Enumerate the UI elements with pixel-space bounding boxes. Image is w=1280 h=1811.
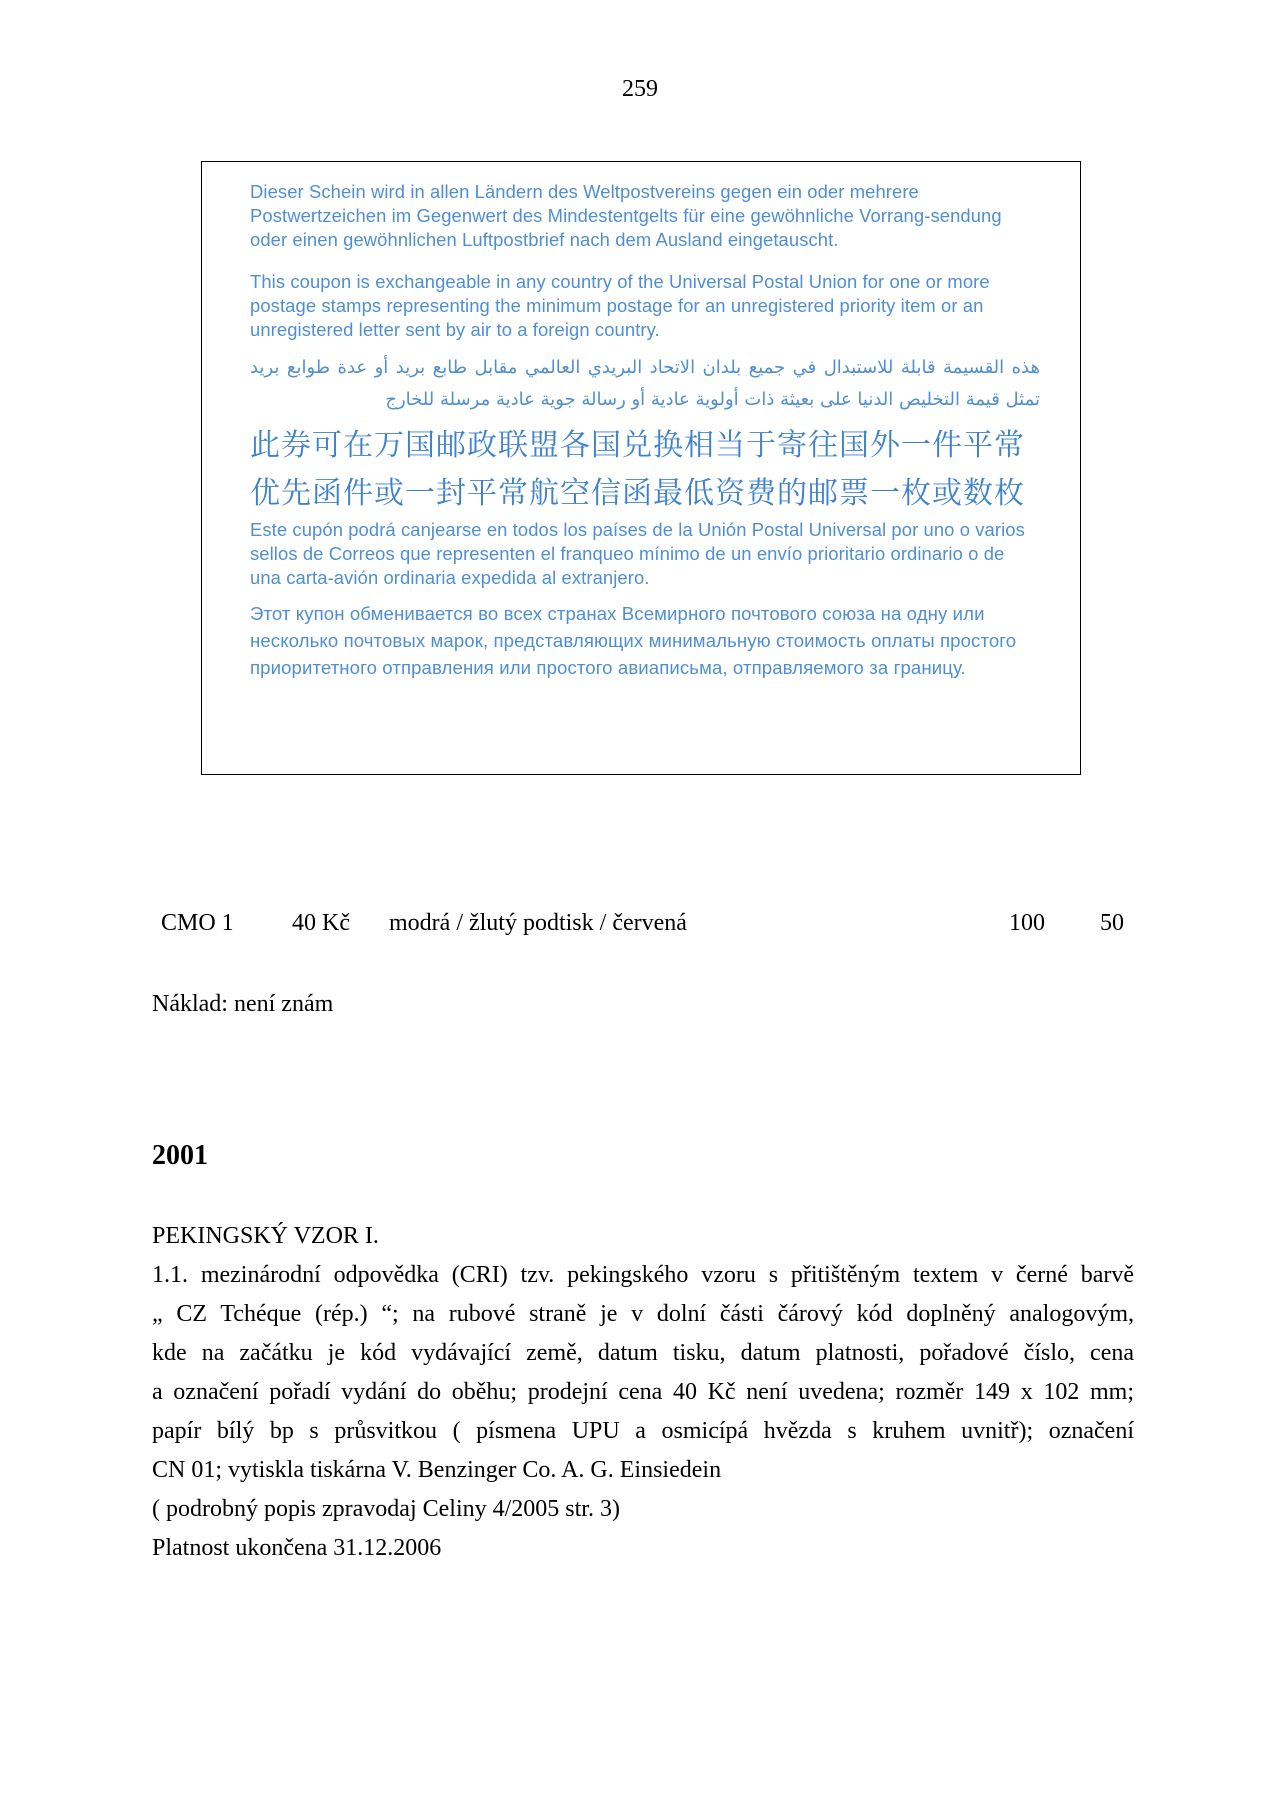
- catalog-price-2: 50: [1100, 910, 1124, 936]
- description-line: Platnost ukončena 31.12.2006: [152, 1535, 442, 1561]
- description-line: a označení pořadí vydání do oběhu; prodejní cena 40 Kč není uvedena; rozměr 149 x 102 mm;: [152, 1379, 1134, 1405]
- year-heading: 2001: [152, 1140, 208, 1171]
- description-line: 1.1. mezinárodní odpovědka (CRI) tzv. pekingského vzoru s přitištěným textem v černé barvě: [152, 1262, 1134, 1288]
- coupon-text-arabic: هذه القسيمة قابلة للاستبدال في جميع بلدان الاتحاد البريدي العالمي مقابل طابع بريد أو عدة طوابع بريد تمثل قيمة التخليص الدنيا على بعيثة ذات أولوية عادية أو رسالة جوية عادية مرسلة للخارج: [250, 357, 1040, 410]
- coupon-text-russian: Этот купон обменивается во всех странах Всемирного почтового союза на одну или несколько почтовых марок, представляющих минимальную стоимость оплаты простого приоритетного отправления или простого авиаписьма, отправляемого за границу.: [250, 603, 1017, 678]
- section-title: PEKINGSKÝ VZOR I.: [152, 1223, 379, 1249]
- description-line: „ CZ Tchéque (rép.) “; na rubové straně je v dolní části čárový kód doplněný analogovým,: [152, 1301, 1134, 1327]
- coupon-image: [201, 161, 1081, 775]
- coupon-text-english: This coupon is exchangeable in any country of the Universal Postal Union for one or more postage stamps representing the minimum postage for an unregistered priority item or an unregistered letter sent by air to a foreign country.: [250, 271, 990, 340]
- catalog-price-1: 100: [1009, 910, 1045, 936]
- coupon-text-german: Dieser Schein wird in allen Ländern des Weltpostvereins gegen ein oder mehrere Postwertzeichen im Gegenwert des Mindestentgelts für eine gewöhnliche Vorrang-sendung oder einen gewöhnlichen Luftpostbrief nach dem Ausland eingetauscht.: [250, 181, 1002, 250]
- description-line: CN 01; vytiskla tiskárna V. Benzinger Co. A. G. Einsiedein: [152, 1457, 722, 1483]
- catalog-value: 40 Kč: [292, 910, 350, 936]
- coupon-text-chinese: 此券可在万国邮政联盟各国兑换相当于寄往国外一件平常优先函件或一封平常航空信函最低资费的邮票一枚或数枚: [250, 428, 1025, 511]
- catalog-colors: modrá / žlutý podtisk / červená: [389, 910, 687, 936]
- description-block: [152, 1217, 1134, 1568]
- catalog-code: CMO 1: [161, 910, 234, 936]
- coupon-text-block: [250, 180, 1040, 681]
- description-line: ( podrobný popis zpravodaj Celiny 4/2005 str. 3): [152, 1496, 620, 1522]
- description-line: papír bílý bp s průsvitkou ( písmena UPU a osmicípá hvězda s kruhem uvnitř); označení: [152, 1418, 1134, 1444]
- page-number: 259: [622, 76, 658, 102]
- naklad-text: Náklad: není znám: [152, 991, 334, 1017]
- coupon-text-spanish: Este cupón podrá canjearse en todos los países de la Unión Postal Universal por uno o varios sellos de Correos que representen el franqueo mínimo de un envío prioritario ordinario o de una carta-avión ordinaria expedida al extranjero.: [250, 519, 1025, 588]
- description-line: kde na začátku je kód vydávající země, datum tisku, datum platnosti, pořadové číslo, cena: [152, 1340, 1134, 1366]
